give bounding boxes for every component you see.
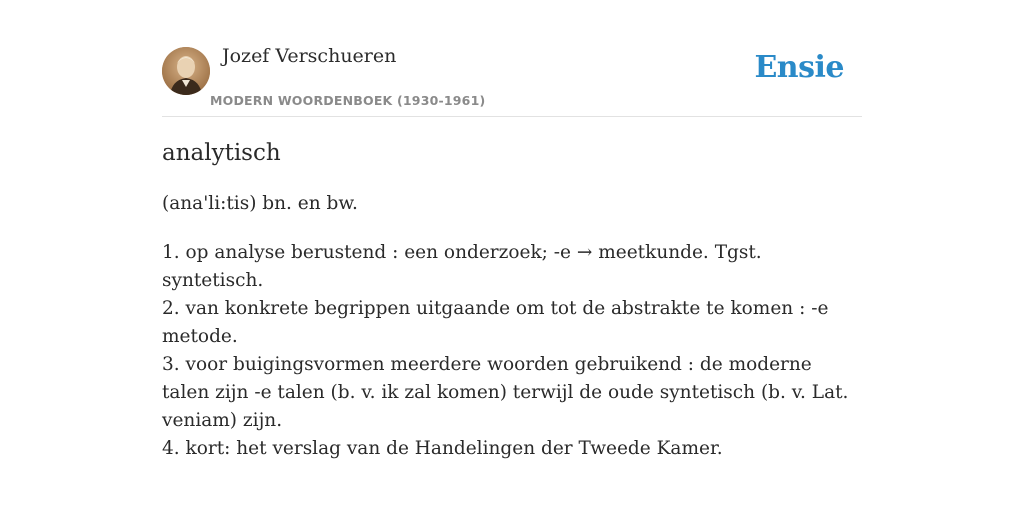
definition-item: 3. voor buigingsvormen meerdere woorden gebruikend : de moderne talen zijn -e talen (b. v. ik zal komen) terwijl de oude syntetisch (b. v. Lat. veniam) zijn. xyxy=(162,354,849,431)
author-portrait-icon xyxy=(162,47,210,95)
definition-item: 2. van konkrete begrippen uitgaande om tot de abstrakte te komen : -e metode. xyxy=(162,298,829,347)
source-title[interactable]: MODERN WOORDENBOEK (1930-1961) xyxy=(210,93,486,108)
definition-list xyxy=(162,239,862,463)
author-name[interactable]: Jozef Verschueren xyxy=(222,45,397,67)
entry-title: analytisch xyxy=(162,140,281,166)
entry-header xyxy=(162,0,862,117)
definition-item: 4. kort: het verslag van de Handelingen der Tweede Kamer. xyxy=(162,438,723,459)
avatar[interactable] xyxy=(162,47,210,95)
entry-card xyxy=(162,0,862,512)
entry-pronunciation: (ana'li:tis) bn. en bw. xyxy=(162,193,358,214)
brand-logo[interactable]: Ensie xyxy=(754,50,844,85)
definition-item: 1. op analyse berustend : een onderzoek; -e → meetkunde. Tgst. syntetisch. xyxy=(162,242,762,291)
